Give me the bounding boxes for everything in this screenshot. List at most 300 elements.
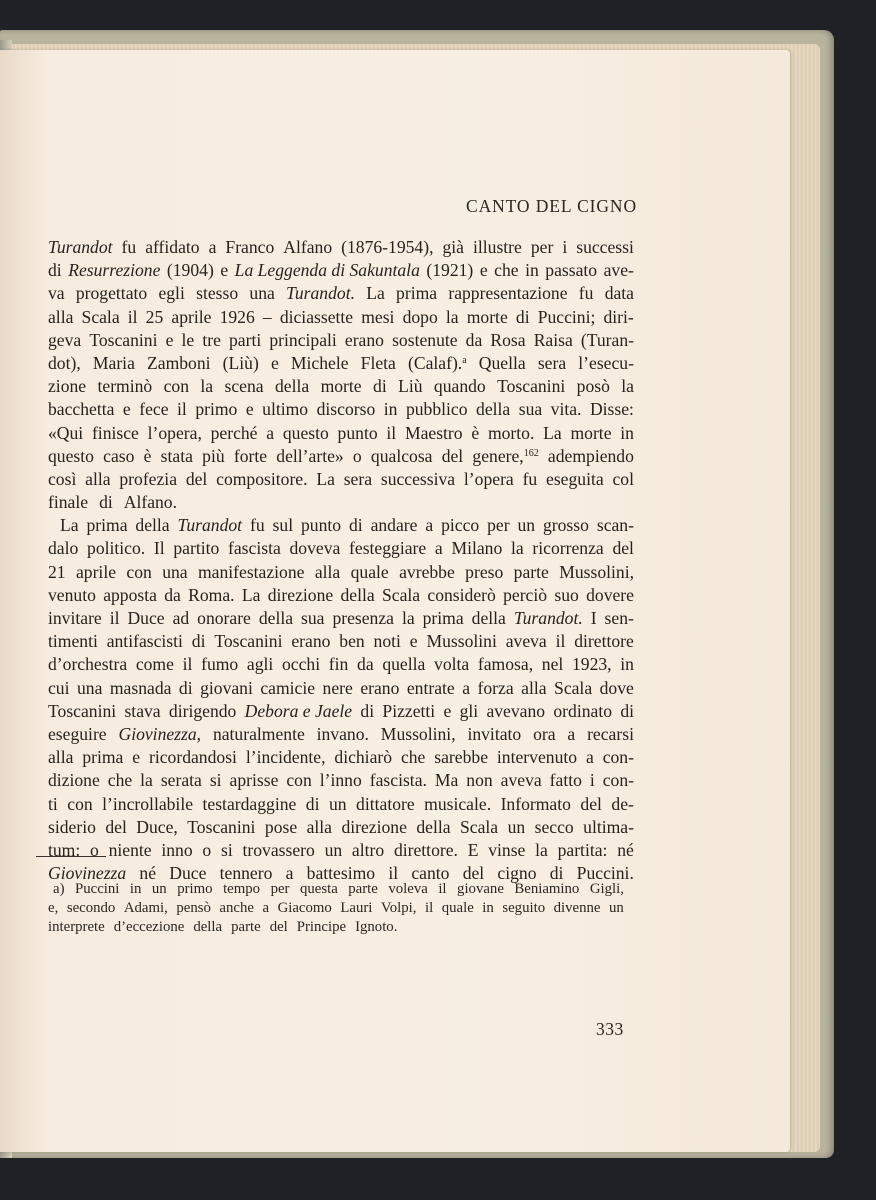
word <box>353 445 362 468</box>
word <box>87 537 145 560</box>
word-text: prima <box>86 515 128 536</box>
word <box>609 899 624 918</box>
word <box>148 422 202 445</box>
word <box>508 816 526 839</box>
word <box>48 398 114 421</box>
word-text: seguito <box>502 900 546 917</box>
word-text: sua <box>518 399 543 420</box>
body-line <box>48 375 634 398</box>
word-text: festeggiare <box>349 538 427 559</box>
word-text: suo <box>554 584 579 605</box>
word-text: dovere <box>586 584 634 605</box>
word <box>171 306 211 329</box>
body-line <box>48 816 634 839</box>
word <box>200 375 213 398</box>
word-text: eseguita <box>546 468 604 489</box>
note-reference: 162 <box>523 447 539 459</box>
word <box>315 561 340 584</box>
word <box>317 723 369 746</box>
word-text: parte <box>348 881 378 897</box>
word <box>542 653 564 676</box>
word <box>531 236 553 259</box>
body-line <box>48 700 634 723</box>
word-text: che <box>400 747 426 768</box>
word <box>460 816 498 839</box>
word <box>197 607 251 630</box>
word-text: «Qui <box>48 422 84 443</box>
word <box>451 537 502 560</box>
word <box>300 880 338 899</box>
word <box>486 700 545 723</box>
word-text: zione <box>48 376 87 397</box>
word-text: 25 <box>145 306 164 327</box>
word-text: progettato <box>75 283 148 304</box>
word <box>48 537 78 560</box>
word <box>136 816 178 839</box>
running-head: CANTO DEL CIGNO <box>466 196 637 216</box>
word-text: Giovinezza <box>48 863 127 884</box>
word <box>173 537 219 560</box>
word <box>297 918 351 937</box>
word-text: Informato <box>500 793 571 814</box>
word-text: va <box>48 283 65 304</box>
word <box>554 584 578 607</box>
word-text: né <box>139 863 157 884</box>
word-text: canto <box>411 863 450 884</box>
word-text: de- <box>611 793 634 814</box>
word-text: una <box>162 561 188 582</box>
word <box>270 918 293 937</box>
word <box>246 398 254 421</box>
word <box>154 537 165 560</box>
word-text: vinse <box>488 839 526 860</box>
word <box>426 259 473 282</box>
body-line <box>48 723 634 746</box>
word-text: in <box>482 900 494 917</box>
word-text: serata <box>160 770 202 791</box>
word-text: dirigendo <box>168 700 237 721</box>
word-text: occhi <box>282 654 321 675</box>
word <box>162 561 187 584</box>
word <box>202 329 221 352</box>
word-text: illustre <box>472 237 522 257</box>
word-text: diri- <box>603 306 634 327</box>
word <box>586 746 594 769</box>
word <box>161 769 202 792</box>
word-text: Il <box>153 538 165 559</box>
word <box>381 723 456 746</box>
word-text: che <box>107 770 133 791</box>
word <box>576 236 634 259</box>
word-text: La <box>316 468 335 489</box>
body-line <box>48 746 634 769</box>
word-text: passato <box>545 260 598 281</box>
word-text: (1921) <box>426 260 474 281</box>
word-text: da <box>164 584 181 605</box>
word <box>323 677 353 700</box>
word-text: primo <box>177 881 213 897</box>
word-text: morte <box>570 422 612 443</box>
word-text: ad <box>172 608 190 628</box>
word <box>344 468 372 491</box>
word-text: Giovinezza, <box>118 723 202 744</box>
body-line <box>48 537 634 560</box>
word-text: gli <box>459 700 479 721</box>
word <box>164 375 189 398</box>
word <box>93 352 135 375</box>
word <box>48 352 81 375</box>
word <box>516 306 530 329</box>
word-text: del <box>612 538 634 559</box>
word <box>102 793 193 816</box>
note-reference: a <box>462 354 467 366</box>
word <box>416 816 450 839</box>
word-text: Toscanini <box>497 376 566 397</box>
word-text: quando <box>433 376 486 397</box>
word <box>262 398 308 421</box>
word-text: 1926 <box>219 306 255 327</box>
word-text: l’opera <box>463 468 514 489</box>
word <box>490 329 525 352</box>
word-text: nere <box>322 677 353 698</box>
word <box>457 880 504 899</box>
word <box>48 918 109 937</box>
word <box>434 375 486 398</box>
word <box>525 259 539 282</box>
word-text: Puccini <box>75 881 120 897</box>
word-text: dizione <box>48 770 100 791</box>
word <box>186 468 208 491</box>
word <box>338 422 378 445</box>
word-text: Turandot. <box>286 283 355 304</box>
word-text: in <box>383 399 398 420</box>
word-text: di <box>515 306 530 327</box>
word <box>209 236 217 259</box>
word-text: di <box>348 515 363 536</box>
word <box>374 630 401 653</box>
word <box>60 514 79 537</box>
word <box>407 677 455 700</box>
word-text: fece <box>139 399 169 420</box>
word-text: timenti <box>48 631 98 652</box>
word-text: camicie <box>260 677 316 698</box>
word-text: (Liù) <box>222 352 259 373</box>
word-text: punto <box>337 422 378 443</box>
word <box>247 653 273 676</box>
word <box>203 793 297 816</box>
word-text: Toscanini <box>187 816 256 837</box>
word <box>107 630 183 653</box>
word <box>360 700 374 723</box>
word-text: il <box>438 881 447 897</box>
word <box>401 746 425 769</box>
word <box>105 816 127 839</box>
word <box>613 468 635 491</box>
word-text: della <box>193 919 223 936</box>
word-text: Disse: <box>589 399 634 420</box>
word-text: ultimo <box>262 399 309 420</box>
word-text: rappresentazione <box>448 283 568 304</box>
word <box>259 607 293 630</box>
word <box>110 607 120 630</box>
word-text: posò <box>576 376 610 397</box>
word-text: per <box>487 515 510 536</box>
word-text: fu <box>121 237 137 257</box>
word-text: invano. <box>316 723 369 744</box>
word <box>587 723 634 746</box>
word <box>140 769 153 792</box>
word <box>488 839 525 862</box>
word <box>556 630 566 653</box>
word-text: questo <box>48 445 94 466</box>
word <box>228 537 281 560</box>
word-text: 21 <box>48 561 66 582</box>
word-text: Franco <box>225 237 275 257</box>
word-text: è <box>471 422 480 443</box>
word-text: andare <box>370 515 418 536</box>
word <box>219 899 254 918</box>
word-text: della <box>476 399 511 420</box>
word-text: presenza <box>332 608 394 628</box>
word <box>366 282 385 305</box>
word-text: fu <box>578 283 594 304</box>
word <box>478 653 533 676</box>
word-text: del <box>269 919 288 936</box>
word <box>48 561 66 584</box>
word-text: qualcosa <box>370 445 433 466</box>
word <box>442 899 474 918</box>
word <box>570 422 611 445</box>
word <box>388 880 427 899</box>
word <box>123 398 131 421</box>
word-text: geva <box>48 329 82 350</box>
word-text: forza <box>477 677 514 698</box>
word <box>462 677 470 700</box>
word <box>246 746 326 769</box>
word <box>543 514 589 537</box>
word <box>211 422 258 445</box>
word <box>538 352 566 375</box>
word <box>122 236 137 259</box>
word <box>357 653 374 676</box>
word <box>497 375 565 398</box>
word <box>472 445 538 468</box>
word <box>320 769 362 792</box>
word <box>89 329 157 352</box>
word-text: Alfano. <box>123 492 178 513</box>
word-text: dichiarò <box>334 747 393 768</box>
word-text: a <box>208 237 217 257</box>
word <box>273 514 294 537</box>
word <box>339 630 364 653</box>
word <box>271 352 279 375</box>
word-text: l’esecu- <box>578 352 634 373</box>
word <box>245 700 352 723</box>
word-text: che <box>494 260 519 281</box>
word <box>223 880 260 899</box>
word <box>340 584 374 607</box>
word-text: diciassette <box>279 306 354 327</box>
word-text: morte <box>466 306 508 327</box>
word-text: onorare <box>197 608 251 628</box>
word <box>546 468 604 491</box>
word <box>399 561 455 584</box>
word <box>196 282 238 305</box>
word-text: picco <box>441 515 480 536</box>
word <box>214 630 282 653</box>
word-text: La <box>543 422 562 443</box>
word-text: Toscanini <box>89 329 158 350</box>
word <box>487 514 509 537</box>
word <box>75 880 119 899</box>
word-text: e <box>270 352 279 373</box>
word <box>182 329 195 352</box>
word <box>577 375 610 398</box>
word-text: politico. <box>87 538 146 559</box>
word <box>603 746 634 769</box>
word <box>545 259 597 282</box>
word <box>306 793 320 816</box>
word <box>282 653 320 676</box>
word <box>479 352 526 375</box>
word <box>586 584 634 607</box>
word <box>471 422 479 445</box>
word-text: il <box>182 654 193 675</box>
word <box>48 282 65 305</box>
word-text: Zamboni <box>147 352 211 373</box>
body-line <box>48 491 634 514</box>
word-text: secco <box>534 816 574 837</box>
body-line <box>48 769 634 792</box>
word <box>442 236 464 259</box>
word-text: Michele <box>290 352 349 373</box>
word-text: venuto <box>48 584 96 605</box>
word-text: fin <box>328 654 349 675</box>
word-text: la <box>445 306 459 327</box>
word <box>482 899 494 918</box>
word-text: primo <box>195 399 238 420</box>
word <box>48 630 98 653</box>
word <box>352 839 384 862</box>
word-text: Turandot <box>177 515 243 536</box>
word-text: recarsi <box>587 723 634 744</box>
word-text: di <box>191 631 206 652</box>
word <box>161 445 193 468</box>
body-line <box>48 445 634 468</box>
word-text: sul <box>272 515 294 536</box>
word-text: ultima- <box>583 816 634 837</box>
word <box>103 445 134 468</box>
footnote <box>48 880 624 938</box>
word <box>591 607 597 630</box>
word <box>48 700 116 723</box>
word-text: Raisa <box>533 329 573 350</box>
word <box>410 630 418 653</box>
word-text: a <box>266 422 275 443</box>
word-text: il <box>388 863 399 884</box>
word-text: considerò <box>427 584 496 605</box>
word-text: pensò <box>176 900 211 917</box>
word-text: sua <box>301 608 325 628</box>
word <box>301 607 324 630</box>
word <box>434 653 469 676</box>
word-text: eseguire <box>48 723 107 744</box>
word <box>497 746 577 769</box>
word-text: fu <box>522 468 538 489</box>
word <box>48 653 127 676</box>
word <box>177 880 212 899</box>
word <box>535 816 574 839</box>
word <box>460 700 479 723</box>
word-text: ricorrenza <box>532 538 604 559</box>
word-text: d’orchestra <box>48 654 128 675</box>
word-text: sarebbe <box>434 747 489 768</box>
word-text: anche <box>219 900 254 917</box>
word <box>597 514 634 537</box>
word-text: Mussolini, <box>559 561 634 582</box>
word <box>152 880 167 899</box>
word-text: (Calaf). <box>407 352 463 373</box>
word-text: grosso <box>542 515 589 536</box>
body-line <box>48 329 634 352</box>
word-text: avrebbe <box>399 561 455 582</box>
word-text: testardaggine <box>202 793 297 814</box>
word-text: direzione <box>267 584 334 605</box>
word <box>301 514 341 537</box>
word-text: quella <box>382 654 426 675</box>
word <box>521 677 546 700</box>
word-text: del <box>105 816 127 837</box>
word-text: affidato <box>145 237 200 257</box>
word <box>551 398 582 421</box>
word <box>361 306 394 329</box>
word-text: tennero <box>219 863 273 884</box>
word-text: un <box>609 900 624 917</box>
word-text: secondo <box>66 900 116 917</box>
word-text: naturalmente <box>212 723 305 744</box>
word <box>425 514 433 537</box>
word <box>48 445 94 468</box>
word <box>572 653 612 676</box>
word-text: la <box>511 538 524 559</box>
word-text: perché <box>210 422 258 443</box>
word <box>48 422 83 445</box>
word-text: cui <box>48 677 70 698</box>
word-text: parti <box>229 329 262 350</box>
word <box>334 746 392 769</box>
word-text: il <box>386 422 397 443</box>
word <box>580 793 602 816</box>
word-text: Rosa <box>490 329 526 350</box>
word-text: sera <box>343 468 373 489</box>
word-text: l’incrollabile <box>102 793 194 814</box>
word-text: Turandot. <box>513 608 583 628</box>
word-text: e <box>132 747 141 768</box>
word <box>235 259 420 282</box>
word <box>548 445 634 468</box>
word <box>448 282 567 305</box>
word <box>373 375 387 398</box>
word-text: principali <box>269 329 337 350</box>
word-text: Maria <box>92 352 135 373</box>
word <box>567 723 575 746</box>
body-line <box>48 259 634 282</box>
word-text: erano <box>291 631 331 652</box>
word-text: Pizzetti <box>382 700 436 721</box>
word-text: della <box>416 816 451 837</box>
word-text: e <box>409 631 418 652</box>
word-text: morto. <box>487 422 535 443</box>
